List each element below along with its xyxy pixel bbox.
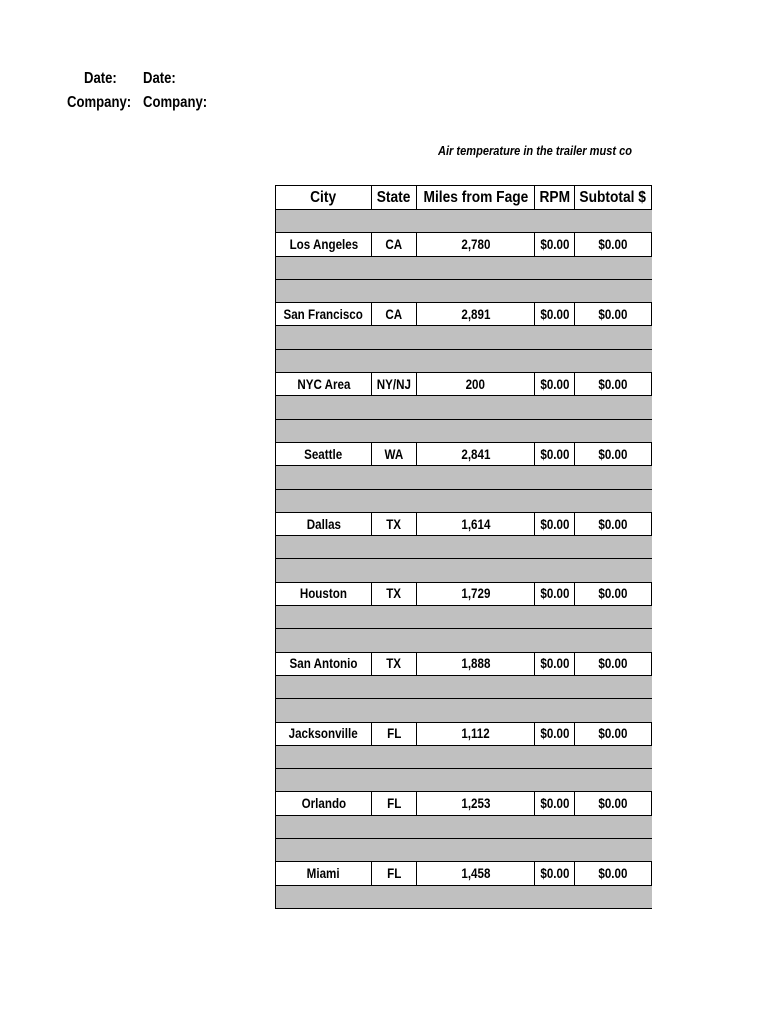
cell-rpm[interactable]: $0.00 [534, 233, 574, 255]
spacer-row [275, 699, 652, 722]
table-row [275, 792, 652, 815]
cell-city[interactable]: Houston [299, 586, 348, 602]
cell-miles[interactable]: 2,891 [416, 303, 534, 325]
cell-rpm[interactable]: $0.00 [534, 583, 574, 605]
cell-subtotal[interactable]: $0.00 [574, 792, 651, 814]
spacer-row [275, 466, 652, 489]
cell-subtotal[interactable]: $0.00 [574, 862, 651, 884]
cell-rpm[interactable]: $0.00 [534, 513, 574, 535]
spacer-row [275, 210, 652, 233]
table-row [275, 303, 652, 326]
cell-subtotal[interactable]: $0.00 [574, 723, 651, 745]
table-row [275, 373, 652, 396]
cell-city[interactable]: NYC Area [296, 376, 351, 392]
cell-miles[interactable]: 200 [416, 373, 534, 395]
cell-state[interactable]: TX [371, 583, 416, 605]
table-row [275, 653, 652, 676]
spacer-row [275, 326, 652, 349]
cell-city[interactable]: San Antonio [289, 656, 358, 672]
cell-city[interactable]: Los Angeles [289, 236, 358, 252]
cell-state[interactable]: FL [371, 862, 416, 884]
date-label: Date: [84, 70, 117, 87]
column-header-miles[interactable]: Miles from Fage [416, 186, 534, 209]
table-header-row [275, 185, 652, 210]
cell-subtotal[interactable]: $0.00 [574, 233, 651, 255]
cell-subtotal[interactable]: $0.00 [574, 653, 651, 675]
cell-state[interactable]: FL [371, 792, 416, 814]
cell-state[interactable]: TX [371, 513, 416, 535]
spacer-row [275, 257, 652, 280]
table-row [275, 233, 652, 256]
table-row [275, 723, 652, 746]
cell-miles[interactable]: 1,112 [416, 723, 534, 745]
cell-rpm[interactable]: $0.00 [534, 303, 574, 325]
spacer-row [275, 816, 652, 839]
company-value[interactable]: Company: [143, 94, 208, 111]
table-row [275, 862, 652, 885]
spacer-row [275, 350, 652, 373]
trailer-temperature-note [438, 143, 652, 158]
date-value[interactable]: Date: [143, 70, 176, 87]
cell-rpm[interactable]: $0.00 [534, 723, 574, 745]
cell-miles[interactable]: 2,780 [416, 233, 534, 255]
column-header-city[interactable]: City [310, 188, 337, 206]
cell-subtotal[interactable]: $0.00 [574, 443, 651, 465]
cell-miles[interactable]: 2,841 [416, 443, 534, 465]
table-row [275, 583, 652, 606]
cell-state[interactable]: WA [371, 443, 416, 465]
cell-subtotal[interactable]: $0.00 [574, 513, 651, 535]
cell-miles[interactable]: 1,458 [416, 862, 534, 884]
cell-miles[interactable]: 1,253 [416, 792, 534, 814]
company-label: Company: [67, 94, 132, 111]
cell-city[interactable]: Miami [307, 865, 340, 881]
column-header-rpm[interactable]: RPM [534, 186, 574, 209]
cell-subtotal[interactable]: $0.00 [574, 373, 651, 395]
spacer-row [275, 280, 652, 303]
cell-state[interactable]: TX [371, 653, 416, 675]
spacer-row [275, 769, 652, 792]
cell-state[interactable]: NY/NJ [371, 373, 416, 395]
spacer-row [275, 396, 652, 419]
spacer-row [275, 490, 652, 513]
column-header-subtotal[interactable]: Subtotal $ [574, 186, 651, 209]
table-row [275, 513, 652, 536]
spacer-row [275, 606, 652, 629]
cell-state[interactable]: CA [371, 303, 416, 325]
spacer-row [275, 536, 652, 559]
note-text: Air temperature in the trailer must co [438, 143, 633, 158]
spacer-row [275, 886, 652, 909]
cell-state[interactable]: CA [371, 233, 416, 255]
spacer-row [275, 559, 652, 582]
table-row [275, 443, 652, 466]
spacer-row [275, 839, 652, 862]
cell-state[interactable]: FL [371, 723, 416, 745]
cell-subtotal[interactable]: $0.00 [574, 303, 651, 325]
mileage-table [275, 185, 652, 909]
cell-rpm[interactable]: $0.00 [534, 373, 574, 395]
cell-miles[interactable]: 1,729 [416, 583, 534, 605]
cell-miles[interactable]: 1,888 [416, 653, 534, 675]
spacer-row [275, 420, 652, 443]
cell-city[interactable]: San Francisco [283, 306, 364, 322]
table-body [275, 210, 652, 909]
cell-subtotal[interactable]: $0.00 [574, 583, 651, 605]
cell-city[interactable]: Seattle [304, 446, 343, 462]
cell-rpm[interactable]: $0.00 [534, 792, 574, 814]
cell-city[interactable]: Jacksonville [288, 726, 359, 742]
spacer-row [275, 676, 652, 699]
cell-city[interactable]: Dallas [306, 516, 341, 532]
column-header-state[interactable]: State [371, 186, 416, 209]
cell-rpm[interactable]: $0.00 [534, 653, 574, 675]
cell-city[interactable]: Orlando [301, 796, 346, 812]
cell-rpm[interactable]: $0.00 [534, 862, 574, 884]
cell-rpm[interactable]: $0.00 [534, 443, 574, 465]
spacer-row [275, 746, 652, 769]
cell-miles[interactable]: 1,614 [416, 513, 534, 535]
spacer-row [275, 629, 652, 652]
